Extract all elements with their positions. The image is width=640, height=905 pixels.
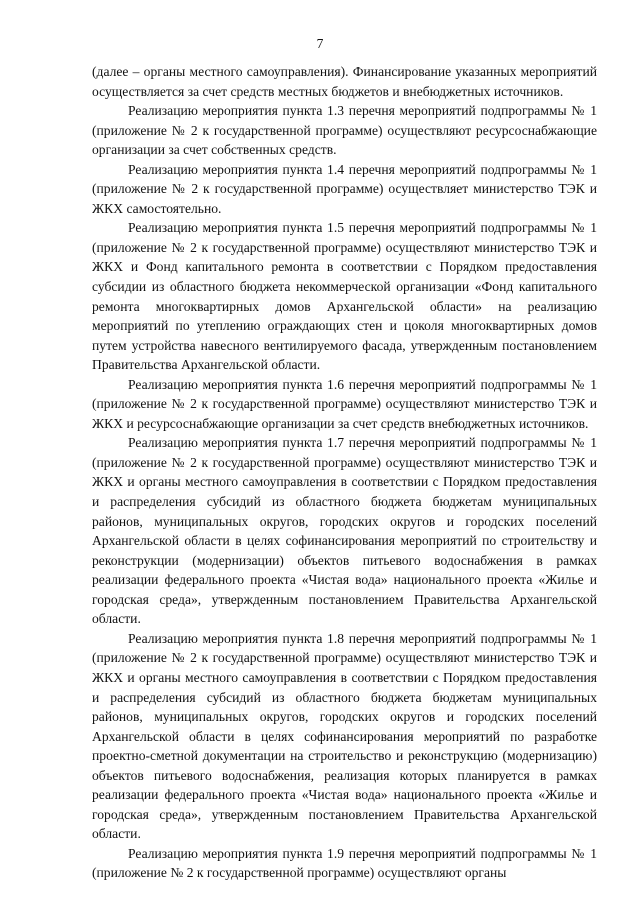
paragraph-item-1-5: Реализацию мероприятия пункта 1.5 перечня мероприятий подпрограммы № 1 (приложение № 2 к государственной программе) осуществляют министерство ТЭК и ЖКХ и Фонд капитального ремонта в соответствии с Порядком предоставления субсидии из областного бюджета некоммерческой организации «Фонд капитального ремонта многоквартирных домов Архангельской области» на реализацию мероприятий по утеплению ограждающих стен и цоколя многоквартирных домов путем устройства навесного вентилируемого фасада, утвержденным постановлением Правительства Архангельской области. xyxy=(92,220,597,373)
document-body xyxy=(92,62,597,883)
paragraph-item-1-4: Реализацию мероприятия пункта 1.4 перечня мероприятий подпрограммы № 1 (приложение № 2 к государственной программе) осуществляет министерство ТЭК и ЖКХ самостоятельно. xyxy=(92,161,597,216)
paragraph-item-1-8: Реализацию мероприятия пункта 1.8 перечня мероприятий подпрограммы № 1 (приложение № 2 к государственной программе) осуществляют министерство ТЭК и ЖКХ и органы местного самоуправления в соответствии с Порядком предоставления и распределения субсидий из областного бюджета бюджетам муниципальных районов, муниципальных округов, городских округов и городских поселений Архангельской области в целях софинансирования мероприятий по разработке проектно-сметной документации на строительство и реконструкцию (модернизацию) объектов питьевого водоснабжения, реализация которых планируется в рамках реализации федерального проекта «Чистая вода» национального проекта «Жилье и городская среда», утвержденным постановлением Правительства Архангельской области. xyxy=(92,630,597,842)
page-number: 7 xyxy=(316,36,324,51)
paragraph-item-1-3: Реализацию мероприятия пункта 1.3 перечня мероприятий подпрограммы № 1 (приложение № 2 к государственной программе) осуществляют ресурсоснабжающие организации за счет собственных средств. xyxy=(92,103,597,158)
paragraph-item-1-6: Реализацию мероприятия пункта 1.6 перечня мероприятий подпрограммы № 1 (приложение № 2 к государственной программе) осуществляют министерство ТЭК и ЖКХ и ресурсоснабжающие организации за счет средств внебюджетных источников. xyxy=(92,376,597,431)
paragraph-continued-financing: (далее – органы местного самоуправления). Финансирование указанных мероприятий осуществляется за счет средств местных бюджетов и внебюджетных источников. xyxy=(92,64,597,99)
paragraph-item-1-9: Реализацию мероприятия пункта 1.9 перечня мероприятий подпрограммы № 1 (приложение № 2 к государственной программе) осуществляют органы xyxy=(92,845,597,881)
paragraph-item-1-7: Реализацию мероприятия пункта 1.7 перечня мероприятий подпрограммы № 1 (приложение № 2 к государственной программе) осуществляют министерство ТЭК и ЖКХ и органы местного самоуправления в соответствии с Порядком предоставления и распределения субсидий из областного бюджета бюджетам муниципальных районов, муниципальных округов, городских округов и городских поселений Архангельской области в целях софинансирования мероприятий по строительству и реконструкции (модернизации) объектов питьевого водоснабжения в рамках реализации федерального проекта «Чистая вода» национального проекта «Жилье и городская среда», утвержденным постановлением Правительства Архангельской области. xyxy=(92,435,597,627)
